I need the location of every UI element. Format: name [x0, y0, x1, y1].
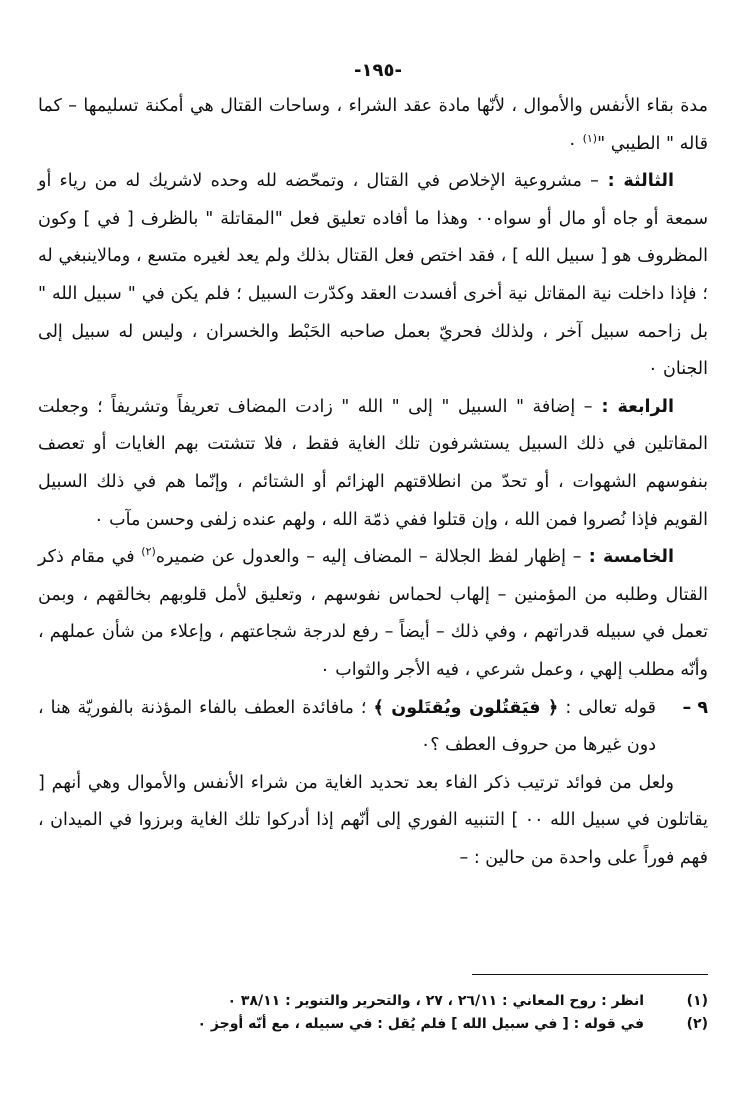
paragraph-fifth	[38, 539, 708, 689]
quran-quote: ﴿ فيَقتُلون ويُقتَلون ﴾	[373, 697, 559, 718]
footnotes	[38, 990, 708, 1036]
footnote-ref-1[interactable]: (١)	[582, 131, 598, 145]
paragraph-fourth	[38, 389, 708, 539]
footnote-divider	[472, 974, 708, 975]
paragraph-third	[38, 163, 708, 389]
item-lead: قوله تعالى :	[558, 697, 656, 718]
footnote-ref-2[interactable]: (٢)	[141, 545, 156, 559]
footnote-number: (١)	[686, 993, 708, 1009]
footnote-number: (٢)	[686, 1016, 708, 1032]
page-number: -١٩٥-	[354, 60, 402, 81]
fourth-heading: الرابعة :	[592, 396, 675, 417]
page-body	[38, 88, 708, 877]
footnote-text: في قوله : [ في سبيل الله ] فلم يُقل : في سبيله ، مع أنّه أوجز ٠	[197, 1016, 644, 1032]
third-heading: الثالثة :	[598, 171, 675, 192]
paragraph-closing: ولعل من فوائد ترتيب ذكر الفاء بعد تحديد الغاية من شراء الأنفس والأموال وهي أنهم [ يقاتلون في سبيل الله ٠٠ ] التنبيه الفوري إلى أنّهم إذا أدركوا تلك الغاية وبرزوا في الميدان ، فهم فوراً على واحدة من حالين : –	[38, 772, 708, 868]
fifth-text: – إظهار لفظ الجلالة – المضاف إليه – والعدول عن ضميره	[155, 547, 582, 568]
footnote-text: انظر : روح المعاني : ٢٦/١١ ، ٢٧ ، والتحرير والتنوير : ٣٨/١١ ٠	[227, 993, 644, 1009]
fourth-text: – إضافة " السبيل " إلى " الله " زادت المضاف تعريفاً وتشريفاً ؛ وجعلت المقاتلين في ذلك السبيل يستشرفون تلك الغاية فقط ، فلا تتشتت بهم الغايات أو تعصف بنفوسهم الشهوات ، أو تحدّ من انطلاقتهم الهزائم أو الشتائم ، وإنّما هم في ذلك السبيل القويم فإذا نُصروا فمن الله ، وإن قتلوا ففي ذمّة الله ، ولهم عنده زلفى وحسن مآب ٠	[38, 396, 708, 530]
fifth-text-continued: في مقام ذكر القتال وطلبه من المؤمنين – إلهاب لحماس نفوسهم ، وتعليق لأمل قلوبهم بخالقهم ، وبمن تعمل في سبيله قدراتهم ، وفي ذلك – أيضاً – رفع لدرجة شجاعتهم ، وإعلاء من شأن عملهم ، وأنّه مطلب إلهي ، وعمل شرعي ، فيه الأجر والثواب ٠	[38, 547, 708, 680]
paragraph-intro	[38, 88, 708, 163]
item-number: ٩ –	[682, 697, 708, 718]
intro-end: ٠	[567, 133, 583, 154]
footnote-1	[38, 990, 708, 1013]
item-text: ؛ مافائدة العطف بالفاء المؤذنة بالفوريّة هنا ، دون غيرها من حروف العطف ؟٠	[38, 697, 656, 756]
intro-text: مدة بقاء الأنفس والأموال ، لأنّها مادة عقد الشراء ، وساحات القتال هي أمكنة تسليمها – كما قاله " الطيبي "	[38, 96, 708, 154]
footnote-2	[38, 1013, 708, 1036]
list-item-9	[38, 690, 708, 765]
third-text: – مشروعية الإخلاص في القتال ، وتمحّضه لله وحده لاشريك له من رياء أو سمعة أو جاه أو مال أو سواه٠٠ وهذا ما أفاده تعليق فعل "المقاتلة " بالظرف [ في ] وكون المظروف هو [ سبيل الله ] ، فقد اختص فعل القتال بذلك ولم يعد لغيره متسع ، ومالاينبغي له ؛ فإذا داخلت نية المقاتل نية أخرى أفسدت العقد وكدّرت السبيل ؛ فلم يكن في " سبيل الله " بل زاحمه سبيل آخر ، ولذلك فحريّ بعمل صاحبه الحَبْط والخسران ، وليس له سبيل إلى الجنان ٠	[38, 171, 708, 380]
fifth-heading: الخامسة :	[581, 547, 674, 568]
